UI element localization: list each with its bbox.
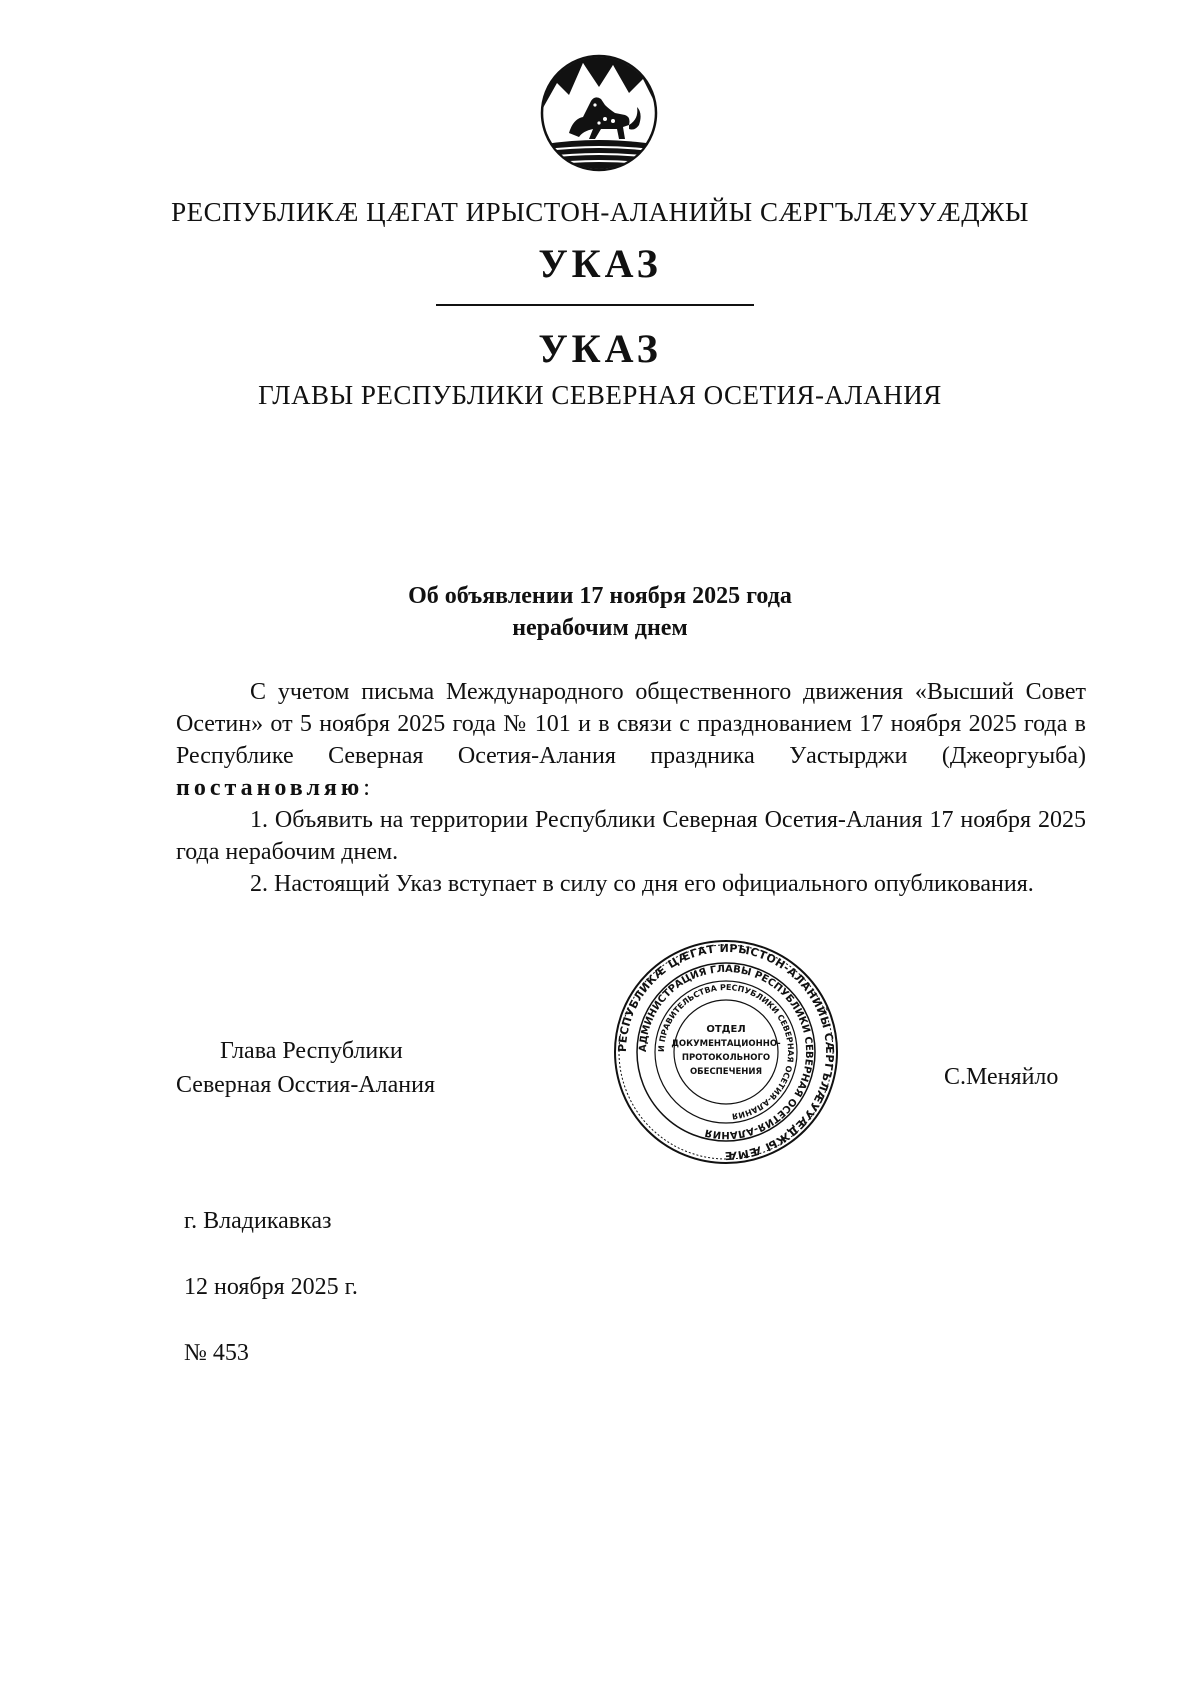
seal-ring3-text: И ПРАВИТЕЛЬСТВА РЕСПУБЛИКИ СЕВЕРНАЯ ОСЕТИЯ-АЛАНИЯ [656,982,796,1121]
decree-number: № 453 [184,1340,249,1366]
item-2: 2. Настоящий Указ вступает в силу со дня его официального опубликования. [250,871,1034,897]
issue-city: г. Владикавказ [184,1208,332,1234]
header-divider [436,304,754,306]
issue-date: 12 ноября 2025 г. [184,1274,358,1300]
document-title-line2: нерабочим днем [512,615,688,641]
seal-center-line2: ДОКУМЕНТАЦИОННО- [671,1039,781,1049]
russian-ukaz-title: УКАЗ [538,326,662,371]
preamble-text: С учетом письма Международного общественного движения «Высший Совет Осетин» от 5 ноября 2025 года № 101 и в связи с празднованием 17 ноября 2025 года в Республике Северная Осетия-Алания праздника Уастырджи (Джеоргуыба) [176,679,1086,769]
ossetian-header: РЕСПУБЛИКÆ ЦÆГАТ ИРЫСТОН-АЛАНИЙЫ СÆРГЪЛÆУУÆДЖЫ [171,197,1029,227]
official-seal-icon [612,938,840,1166]
document-title [0,580,1200,644]
document-title-line1: Об объявлении 17 ноября 2025 года [408,583,792,609]
signatory-position-line1: Глава Республики [220,1038,403,1064]
decree-colon: : [363,775,370,801]
seal-ring2-text: АДМИНИСТРАЦИЯ ГЛАВЫ РЕСПУБЛИКИ СЕВЕРНАЯ ОСЕТИЯ-АЛАНИЯ [637,963,815,1141]
signatory-name: С.Меняйло [944,1064,1059,1090]
ossetian-ukaz-title: УКАЗ [538,241,662,286]
svg-text:И ПРАВИТЕЛЬСТВА РЕСПУБЛИКИ СЕВ [657,983,795,1121]
document-body [176,676,1086,900]
preamble-paragraph [176,676,1086,804]
item-1: 1. Объявить на территории Республики Северная Осетия-Алания 17 ноября 2025 года нерабочим днем. [176,807,1086,865]
signatory-position-line2: Северная Осстия-Алания [176,1072,436,1098]
seal-center-line4: ОБЕСПЕЧЕНИЯ [689,1067,763,1077]
coat-of-arms-icon [539,53,659,173]
decree-word: постановляю [176,775,364,801]
seal-center-line3: ПРОТОКОЛЬНОГО [681,1053,771,1063]
russian-header: ГЛАВЫ РЕСПУБЛИКИ СЕВЕРНАЯ ОСЕТИЯ-АЛАНИЯ [258,380,942,410]
seal-outer-text: РЕСПУБЛИКÆ ЦÆГАТ ИРЫСТОН-АЛАНИЙЫ СÆРГЪЛÆУУÆДЖЫ ÆМÆ [615,941,837,1163]
seal-center-line1: ОТДЕЛ [706,1024,746,1035]
signatory-position [176,1034,435,1102]
